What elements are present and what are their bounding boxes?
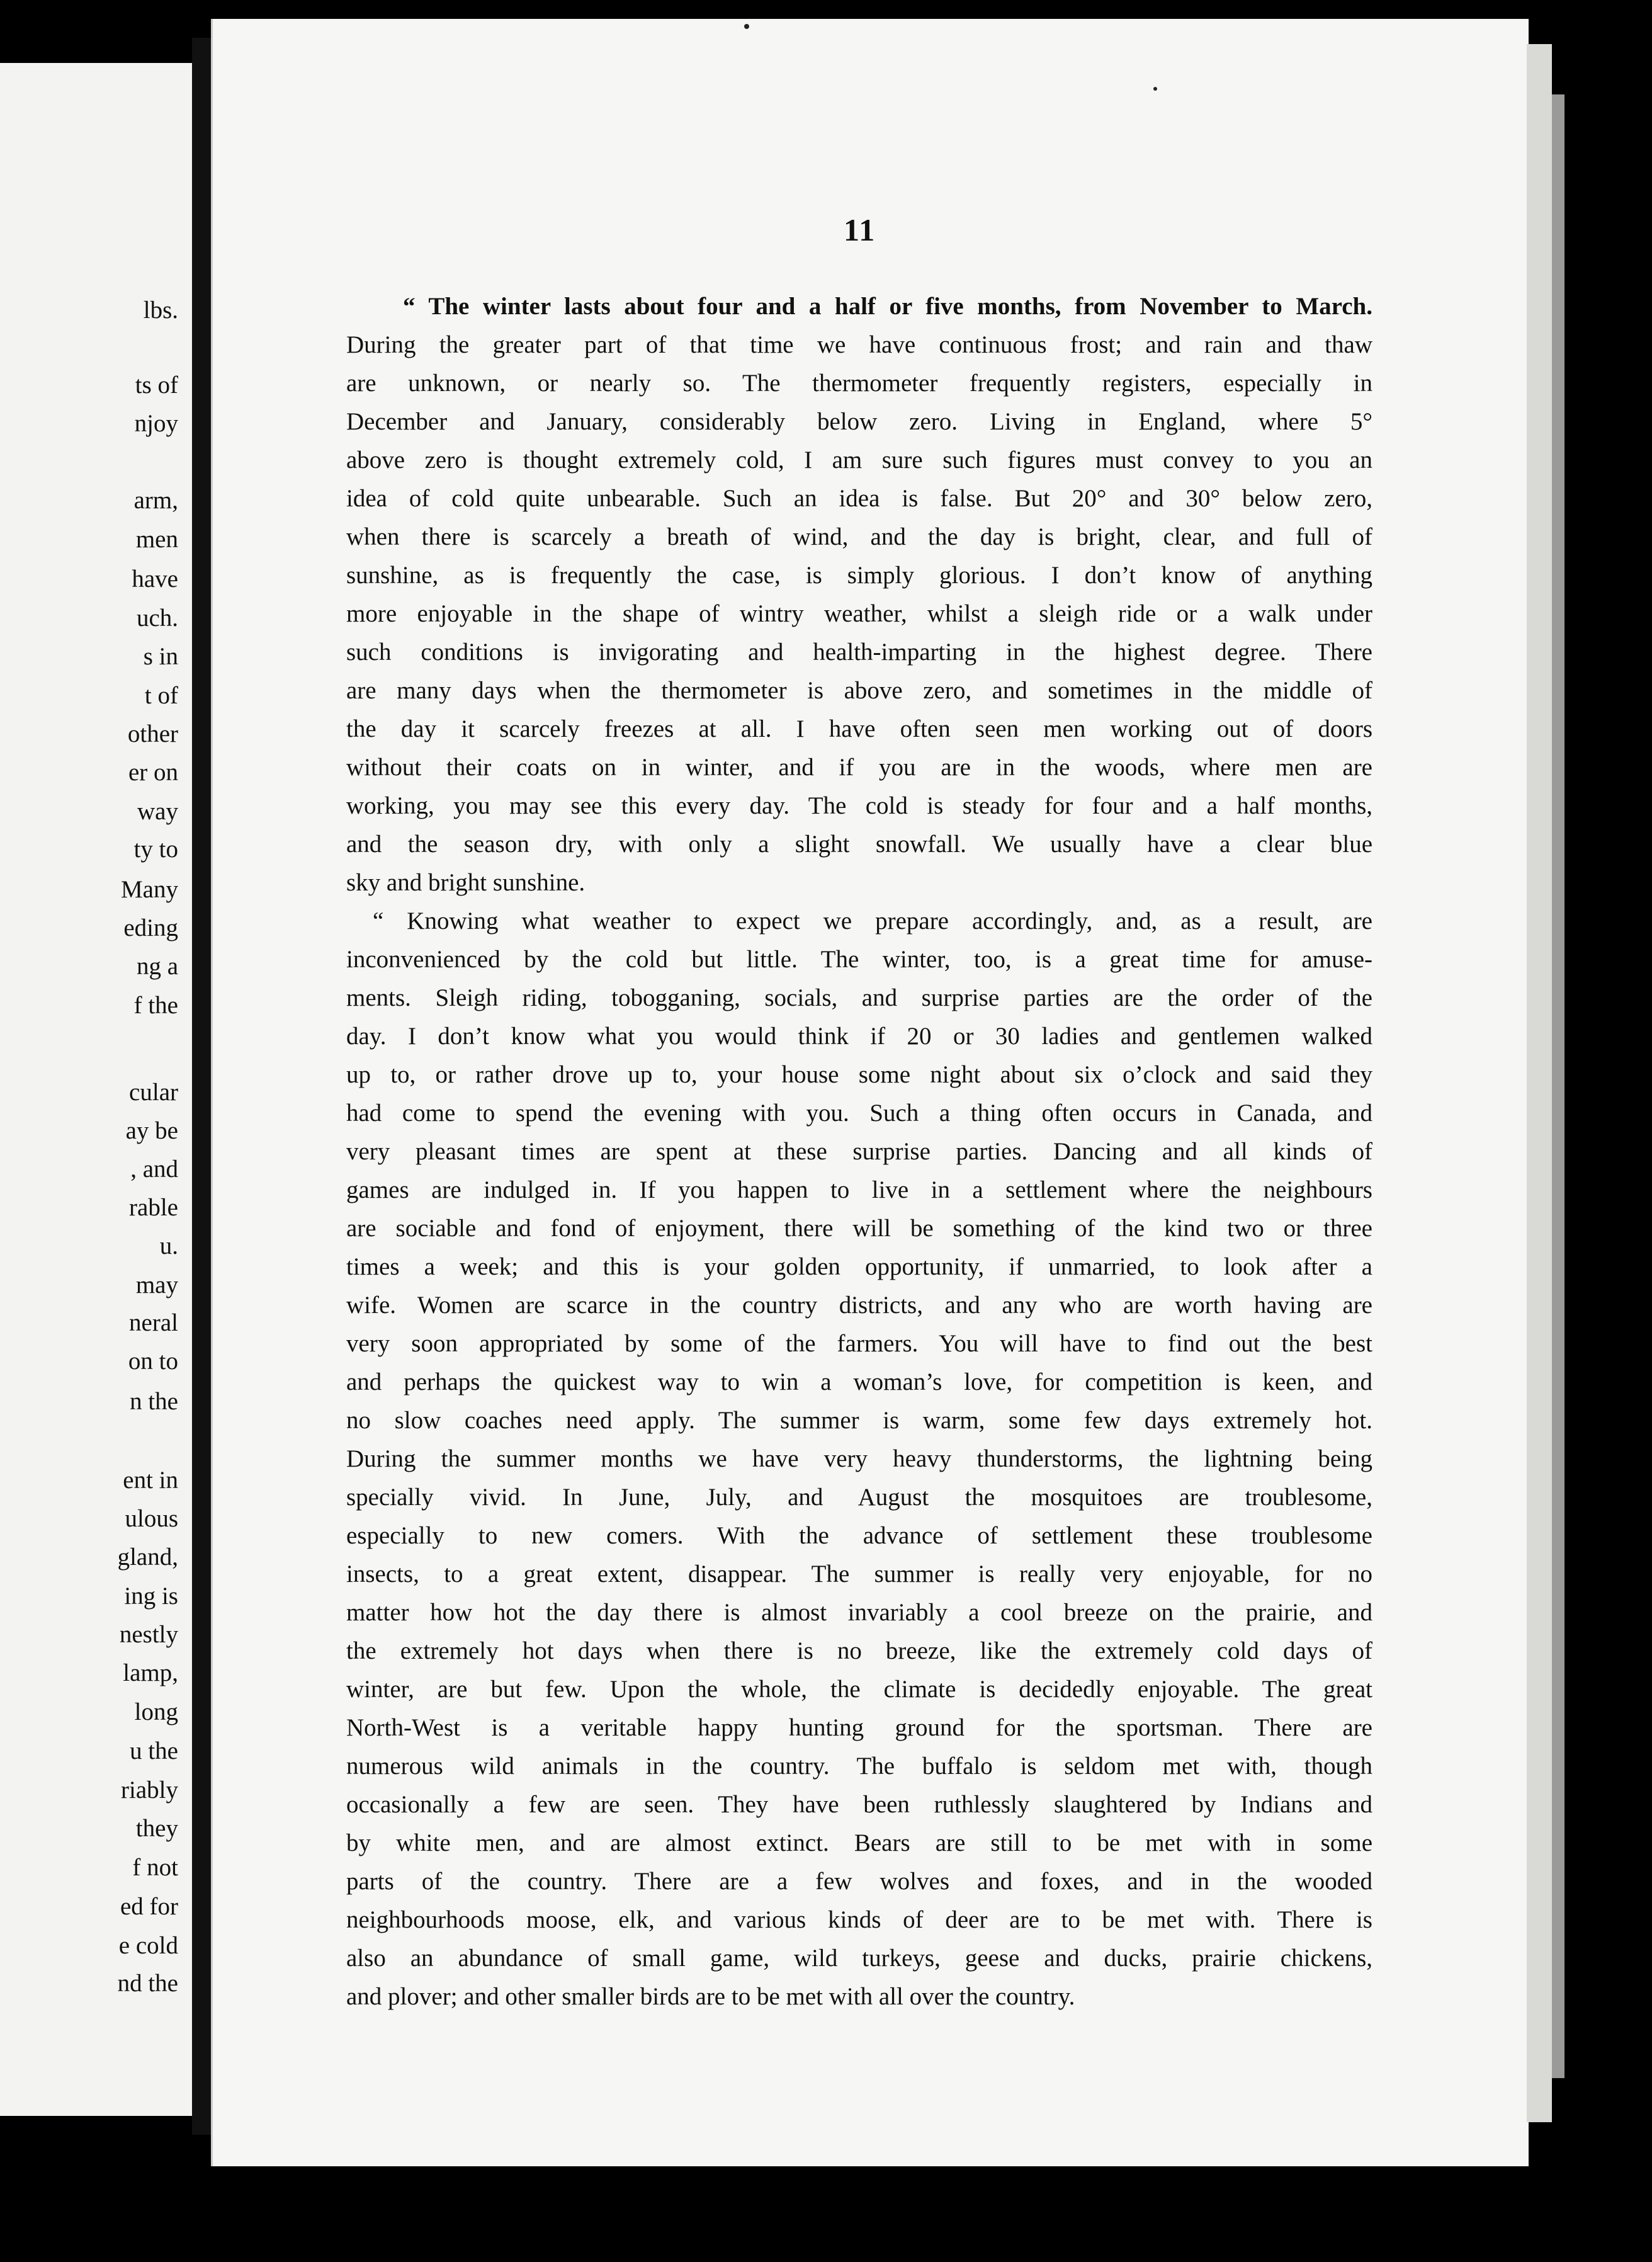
page-edge [1527, 44, 1552, 2122]
left-page-fragment [0, 63, 192, 2116]
left-page-line: lamp, [123, 1659, 178, 1686]
text-line: by white men, and are almost extinct. Bears are still to be met with in some [346, 1829, 1372, 1856]
left-page-line: ng a [136, 953, 178, 980]
text-line: North-West is a veritable happy hunting ground for the sportsman. There are [346, 1714, 1372, 1741]
left-page-line: s in [143, 643, 178, 670]
text-line: During the greater part of that time we have continuous frost; and rain and thaw [346, 331, 1372, 358]
text-line: “ The winter lasts about four and a half or five months, from November to March. [403, 293, 1372, 320]
text-line: occasionally a few are seen. They have been ruthlessly slaughtered by Indians and [346, 1791, 1372, 1818]
left-page-line: rable [129, 1194, 178, 1221]
left-page-line: have [132, 566, 178, 593]
text-line: matter how hot the day there is almost invariably a cool breeze on the prairie, and [346, 1599, 1372, 1626]
text-line: December and January, considerably below zero. Living in England, where 5° [346, 408, 1372, 435]
left-page-line: may [135, 1271, 178, 1299]
left-page-line: riably [121, 1776, 178, 1804]
left-page-line: n the [130, 1388, 178, 1415]
text-line: very soon appropriated by some of the farmers. You will have to find out the best [346, 1330, 1372, 1357]
left-page-line: ty to [133, 836, 178, 863]
left-page-line: u the [130, 1737, 178, 1765]
page-edge-shadow [1552, 94, 1564, 2078]
text-line: specially vivid. In June, July, and August the mosquitoes are troublesome, [346, 1484, 1372, 1511]
left-page-line: other [127, 720, 178, 747]
text-line: insects, to a great extent, disappear. The summer is really very enjoyable, for no [346, 1560, 1372, 1588]
text-line: without their coats on in winter, and if you are in the woods, where men are [346, 754, 1372, 781]
left-page-line: gland, [117, 1543, 178, 1571]
text-line: day. I don’t know what you would think if 20 or 30 ladies and gentlemen walked [346, 1023, 1372, 1050]
text-line: idea of cold quite unbearable. Such an idea is false. But 20° and 30° below zero, [346, 485, 1372, 512]
text-line: are unknown, or nearly so. The thermometer frequently registers, especially in [346, 370, 1372, 397]
left-page-line: long [134, 1698, 178, 1725]
body-text [346, 287, 1372, 2016]
text-line: and the season dry, with only a slight snowfall. We usually have a clear blue [346, 831, 1372, 858]
text-line: sky and bright sunshine. [346, 869, 586, 896]
page-number: 11 [844, 212, 876, 247]
paragraph [346, 902, 1372, 2016]
text-line: no slow coaches need apply. The summer is warm, some few days extremely hot. [346, 1407, 1372, 1434]
text-line: are sociable and fond of enjoyment, there will be something of the kind two or three [346, 1215, 1372, 1242]
text-line: more enjoyable in the shape of wintry weather, whilst a sleigh ride or a walk under [346, 600, 1372, 627]
text-line: ments. Sleigh riding, tobogganing, socials, and surprise parties are the order of the [346, 984, 1372, 1011]
left-page-line: u. [159, 1232, 178, 1259]
left-page-line: cular [129, 1079, 178, 1106]
paragraph [346, 287, 1372, 902]
text-line: working, you may see this every day. The cold is steady for four and a half months, [346, 792, 1372, 819]
left-page-line: nd the [117, 1970, 178, 1997]
left-page-line: way [137, 798, 178, 825]
text-line: winter, are but few. Upon the whole, the climate is decidedly enjoyable. The great [346, 1676, 1372, 1703]
left-page-line: men [135, 526, 178, 553]
text-line: times a week; and this is your golden opportunity, if unmarried, to look after a [346, 1253, 1372, 1280]
left-page-line: eding [123, 914, 178, 941]
left-page-line: arm, [133, 487, 178, 514]
left-page-line: er on [128, 759, 178, 786]
text-line: During the summer months we have very heavy thunderstorms, the lightning being [346, 1445, 1372, 1472]
text-line: numerous wild animals in the country. The buffalo is seldom met with, though [346, 1753, 1372, 1780]
text-line: and plover; and other smaller birds are to be met with all over the country. [346, 1983, 1075, 2010]
text-line: inconvenienced by the cold but little. The winter, too, is a great time for amuse- [346, 946, 1372, 973]
text-line: “ Knowing what weather to expect we prepare accordingly, and, as a result, are [373, 907, 1372, 935]
text-line: sunshine, as is frequently the case, is simply glorious. I don’t know of anything [346, 562, 1372, 589]
text-line: wife. Women are scarce in the country districts, and any who are worth having are [346, 1292, 1372, 1319]
text-line: also an abundance of small game, wild turkeys, geese and ducks, prairie chickens, [346, 1945, 1372, 1972]
text-line: the day it scarcely freezes at all. I have often seen men working out of doors [346, 715, 1372, 742]
left-page-line: , and [130, 1156, 178, 1183]
text-line: especially to new comers. With the advance of settlement these troublesome [346, 1522, 1372, 1549]
left-page-line: t of [144, 682, 178, 709]
left-page-line: e cold [118, 1932, 178, 1959]
text-line: and perhaps the quickest way to win a woman’s love, for competition is keen, and [346, 1368, 1372, 1395]
left-page-line: they [135, 1815, 178, 1842]
text-line: games are indulged in. If you happen to live in a settlement where the neighbours [346, 1176, 1372, 1203]
text-line: are many days when the thermometer is above zero, and sometimes in the middle of [346, 677, 1372, 704]
left-page-line: nestly [119, 1621, 178, 1648]
left-page-line: ts of [135, 372, 178, 399]
left-page-line: f the [133, 992, 178, 1019]
text-line: very pleasant times are spent at these surprise parties. Dancing and all kinds of [346, 1138, 1372, 1165]
left-page-line: Many [121, 876, 178, 903]
text-line: such conditions is invigorating and health-imparting in the highest degree. There [346, 639, 1372, 666]
left-page-line: ent in [123, 1467, 178, 1494]
text-line: parts of the country. There are a few wolves and foxes, and in the wooded [346, 1868, 1372, 1895]
left-page-line: uch. [136, 605, 178, 632]
left-page-line: neral [129, 1309, 178, 1336]
left-page-line: ay be [125, 1117, 178, 1144]
text-line: above zero is thought extremely cold, I am sure such figures must convey to you an [346, 446, 1372, 474]
text-line: the extremely hot days when there is no breeze, like the extremely cold days of [346, 1637, 1372, 1664]
left-page-line: njoy [134, 410, 178, 437]
left-page-line: f not [132, 1854, 178, 1881]
speck-mark [744, 24, 749, 29]
text-line: when there is scarcely a breath of wind, and the day is bright, clear, and full of [346, 523, 1372, 550]
left-page-line: on to [128, 1348, 178, 1375]
book-gutter [192, 38, 211, 2135]
left-page-line: lbs. [143, 297, 178, 324]
speck-mark [1153, 87, 1157, 91]
text-line: neighbourhoods moose, elk, and various kinds of deer are to be met with. There is [346, 1906, 1372, 1933]
left-page-line: ing is [124, 1583, 178, 1610]
text-line: up to, or rather drove up to, your house some night about six o’clock and said they [346, 1061, 1372, 1088]
left-page-line: ed for [120, 1893, 178, 1920]
text-line: had come to spend the evening with you. Such a thing often occurs in Canada, and [346, 1100, 1372, 1127]
left-page-line: ulous [125, 1505, 178, 1532]
